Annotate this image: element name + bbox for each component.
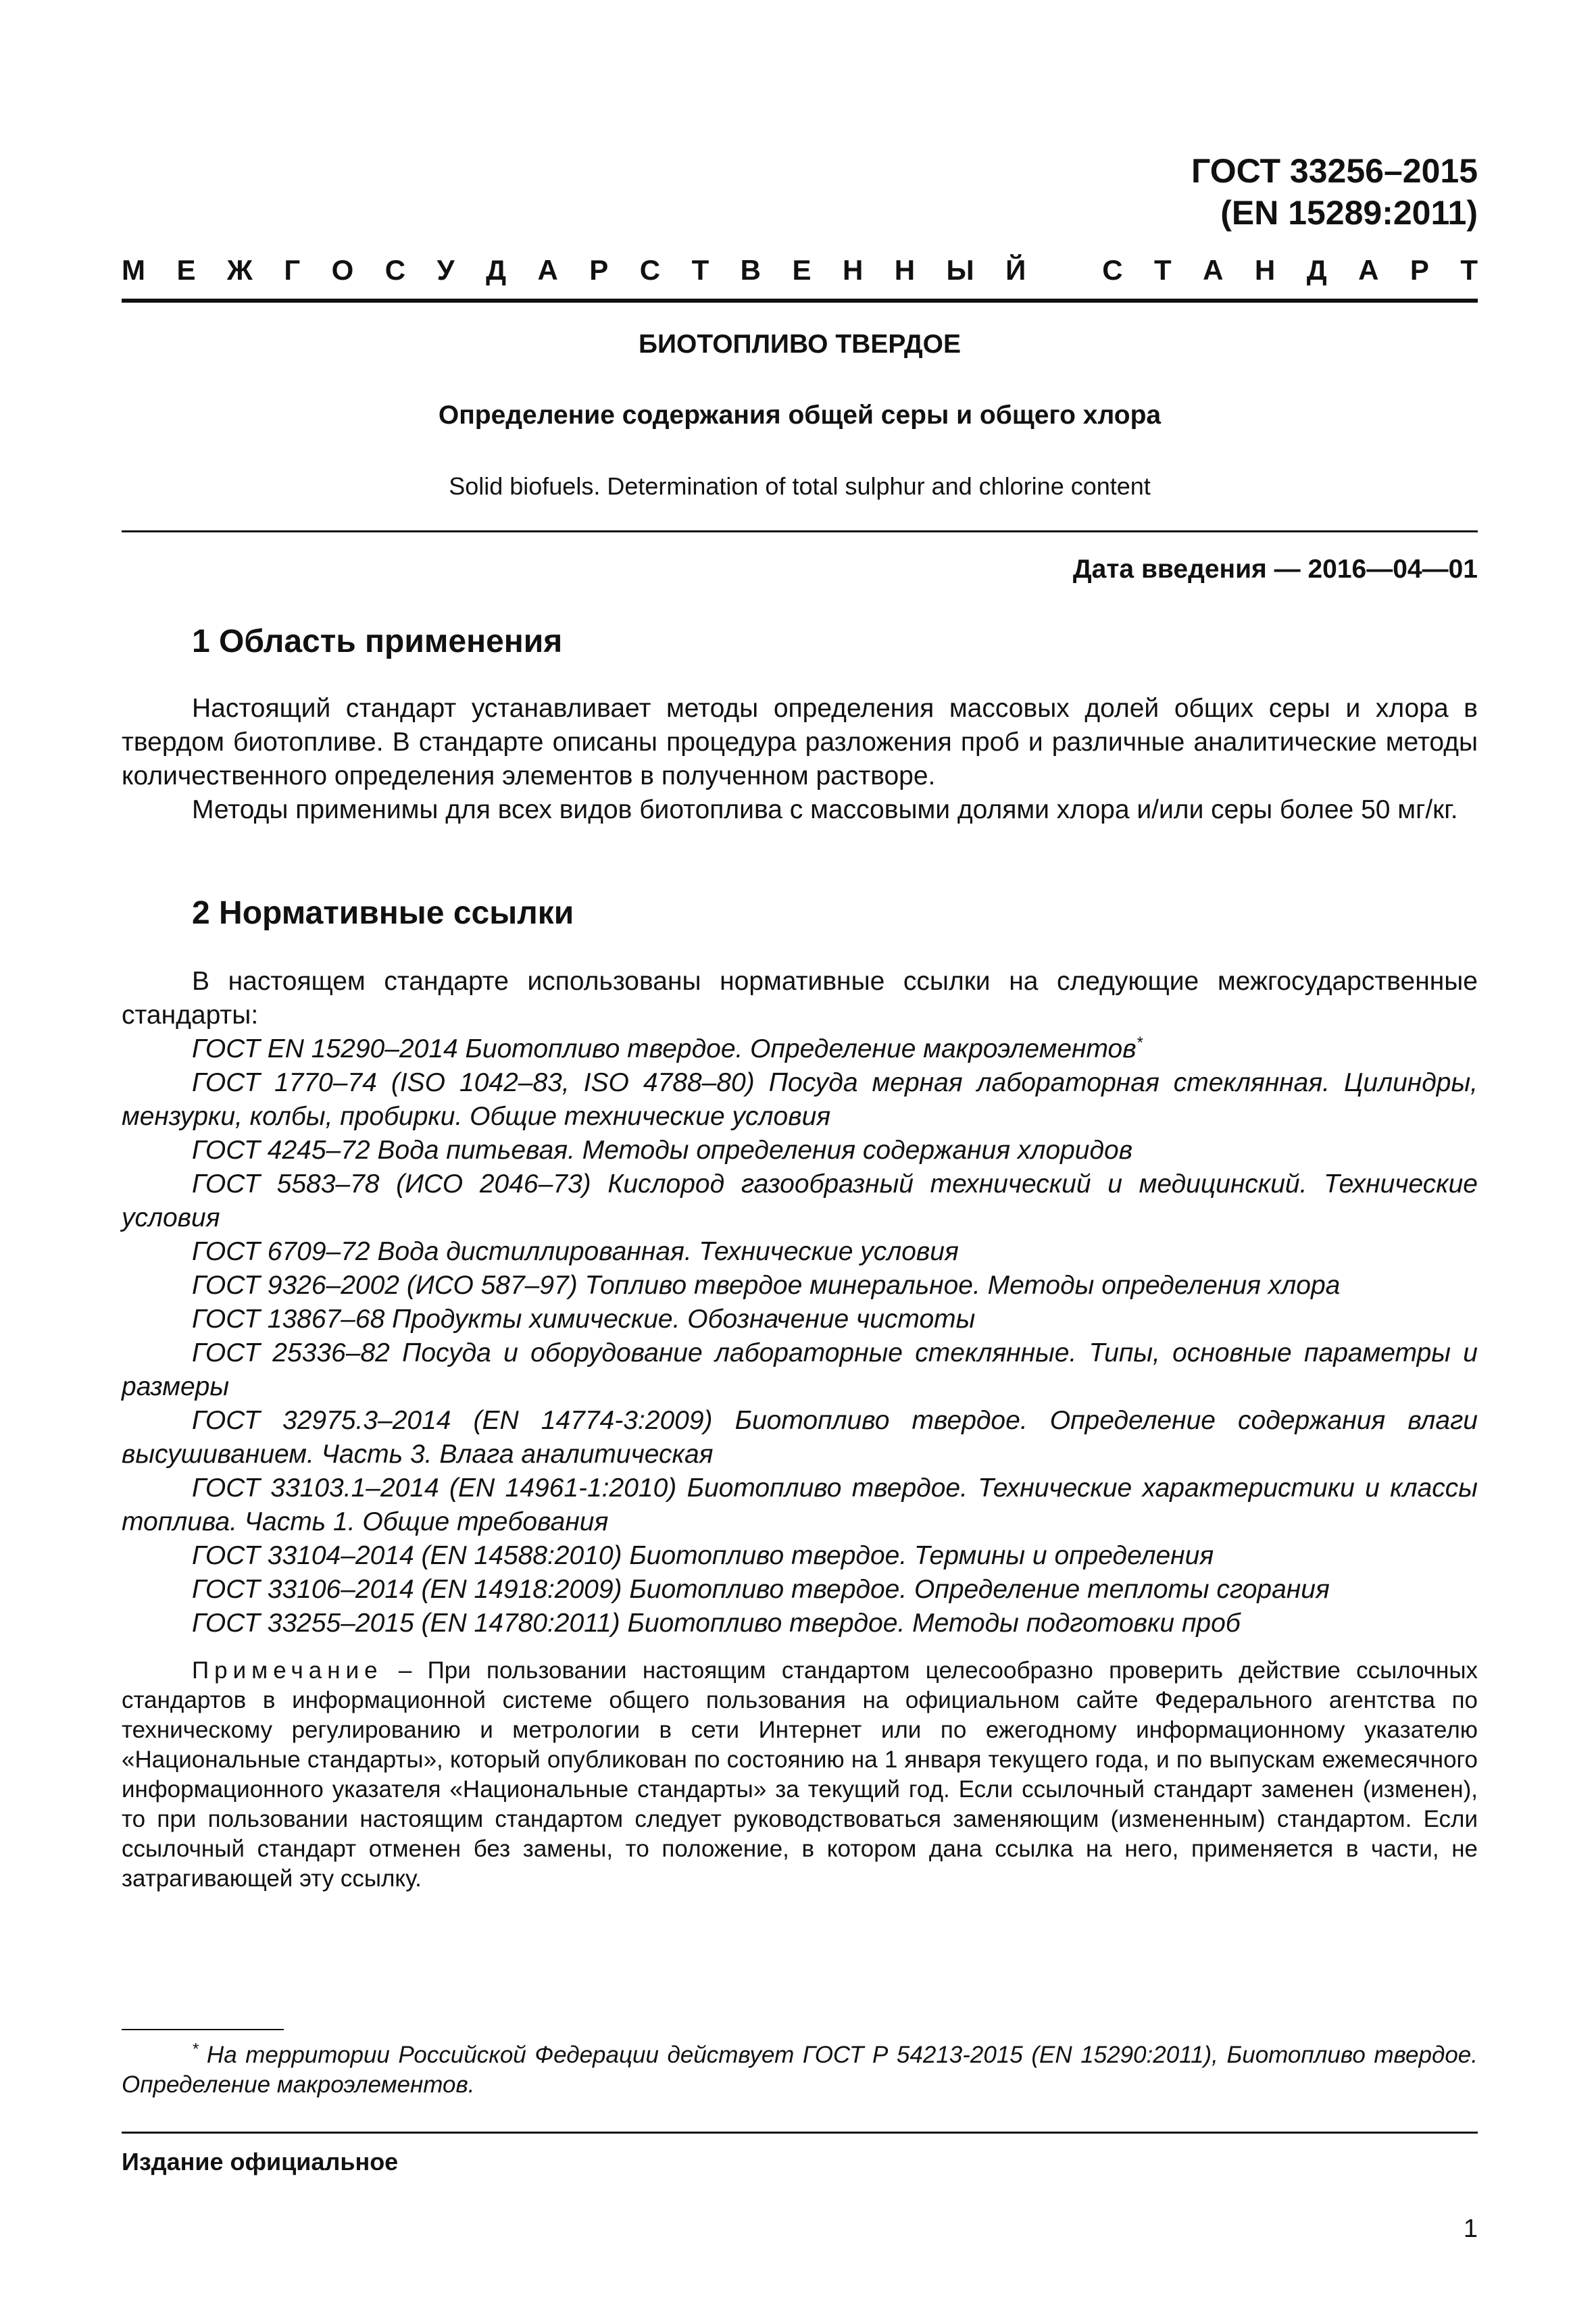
word-gap — [1057, 250, 1071, 291]
reference-text: ГОСТ 33103.1–2014 (EN 14961-1:2010) Биотопливо твердое. Технические характеристики и классы топлива. Часть 1. Общие требования — [122, 1474, 1478, 1536]
paragraph: Настоящий стандарт устанавливает методы определения массовых долей общих серы и хлора в твердом биотопливе. В стандарте описаны процедура разложения проб и различные аналитические методы количественного определения элементов в полученном растворе. — [122, 694, 1478, 790]
reference-item — [122, 1336, 1478, 1404]
heading-letter: Г — [284, 254, 301, 286]
note-text: – При пользовании настоящим стандартом целесообразно проверить действие ссылочных стандартов в информационной системе общего пользования на официальном сайте Федерального агентства по техническому регулированию и метрологии в сети Интернет или по ежегодному информационному указателю «Национальные стандарты», который опубликован по состоянию на 1 января текущего года, и по выпускам ежемесячного информационного указателя «Национальные стандарты» за текущий год. Если ссылочный стандарт заменен (изменен), то при пользовании настоящим стандартом следует руководствоваться заменяющим (измененным) стандартом. Если ссылочный стандарт отменен без замены, то положение, в котором дана ссылка на него, применяется в части, не затрагивающей эту ссылку. — [122, 1657, 1478, 1892]
gost-code — [937, 150, 1478, 234]
footnote-mark: * — [192, 2040, 199, 2059]
reference-item — [122, 1539, 1478, 1573]
paragraph: Методы применимы для всех видов биотоплива с массовыми долями хлора и/или серы более 50 мг/кг. — [192, 795, 1458, 824]
reference-item — [122, 1066, 1478, 1134]
title-rule — [122, 530, 1478, 532]
heading-letter: С — [1102, 254, 1123, 286]
section-1-body — [122, 692, 1478, 827]
heading-letter: С — [384, 254, 406, 286]
section-1-heading: 1 Область применения — [192, 624, 563, 659]
footnote-separator — [122, 2029, 284, 2030]
page-number: 1 — [1463, 2215, 1478, 2243]
reference-item — [122, 1404, 1478, 1472]
reference-item — [122, 1607, 1478, 1640]
reference-list — [122, 1032, 1478, 1640]
footnote — [122, 2040, 1478, 2100]
reference-text: ГОСТ 33104–2014 (EN 14588:2010) Биотопливо твердое. Термины и определения — [192, 1541, 1214, 1570]
edition-rule — [122, 2132, 1478, 2134]
reference-item — [122, 1167, 1478, 1235]
introduction-date: Дата введения — 2016—04—01 — [1072, 555, 1478, 584]
heading-letter: А — [1203, 254, 1224, 286]
heading-letter: Д — [486, 254, 507, 286]
heading-letter: М — [122, 254, 145, 286]
heading-letter: Д — [1306, 254, 1327, 286]
heading-letter: Н — [1254, 254, 1276, 286]
heading-letter: Р — [1410, 254, 1429, 286]
reference-text: ГОСТ 5583–78 (ИСО 2046–73) Кислород газообразный технический и медицинский. Технические условия — [122, 1169, 1478, 1232]
edition-label: Издание официальное — [122, 2148, 399, 2175]
reference-item — [122, 1573, 1478, 1607]
heading-letter: Е — [792, 254, 812, 286]
heading-letter: Е — [176, 254, 196, 286]
reference-item — [122, 1472, 1478, 1539]
header-rule — [122, 299, 1478, 303]
section-2-heading: 2 Нормативные ссылки — [192, 895, 574, 931]
heading-letter: А — [1358, 254, 1379, 286]
heading-letter: Т — [1154, 254, 1172, 286]
reference-text: ГОСТ 1770–74 (ISO 1042–83, ISO 4788–80) Посуда мерная лабораторная стеклянная. Цилиндры, мензурки, колбы, пробирки. Общие технические условия — [122, 1068, 1478, 1131]
heading-letter: Р — [589, 254, 609, 286]
reference-text: ГОСТ 25336–82 Посуда и оборудование лабораторные стеклянные. Типы, основные параметры и размеры — [122, 1338, 1478, 1401]
heading-letter: О — [331, 254, 354, 286]
document-title: БИОТОПЛИВО ТВЕРДОЕ — [638, 330, 962, 359]
reference-text: ГОСТ EN 15290–2014 Биотопливо твердое. Определение макроэлементов — [192, 1034, 1137, 1063]
standard-type-heading — [122, 250, 1478, 291]
reference-text: ГОСТ 33255–2015 (EN 14780:2011) Биотопливо твердое. Методы подготовки проб — [192, 1609, 1241, 1638]
reference-text: ГОСТ 9326–2002 (ИСО 587–97) Топливо твердое минеральное. Методы определения хлора — [192, 1271, 1341, 1300]
note — [122, 1656, 1478, 1894]
heading-letter: В — [740, 254, 762, 286]
reference-item — [122, 1235, 1478, 1269]
heading-letter: У — [437, 254, 455, 286]
heading-letter: Ж — [226, 254, 253, 286]
reference-item — [122, 1269, 1478, 1303]
note-label: Примечание — [192, 1657, 383, 1684]
en-standard-number: (EN 15289:2011) — [1220, 194, 1478, 232]
reference-text: ГОСТ 33106–2014 (EN 14918:2009) Биотопливо твердое. Определение теплоты сгорания — [192, 1575, 1330, 1604]
paragraph: В настоящем стандарте использованы нормативные ссылки на следующие межгосударственные стандарты: — [122, 967, 1478, 1030]
section-2-body — [122, 965, 1478, 1640]
reference-text: ГОСТ 13867–68 Продукты химические. Обозначение чистоты — [192, 1305, 976, 1334]
heading-letter: Н — [894, 254, 916, 286]
heading-letter: Ы — [946, 254, 974, 286]
reference-text: ГОСТ 6709–72 Вода дистиллированная. Технические условия — [192, 1237, 959, 1266]
reference-text: ГОСТ 32975.3–2014 (EN 14774-3:2009) Биотопливо твердое. Определение содержания влаги высушиванием. Часть 3. Влага аналитическая — [122, 1406, 1478, 1469]
english-title: Solid biofuels. Determination of total sulphur and chlorine content — [449, 472, 1151, 500]
reference-text: ГОСТ 4245–72 Вода питьевая. Методы определения содержания хлоридов — [192, 1136, 1133, 1165]
heading-letter: А — [537, 254, 558, 286]
document-subtitle: Определение содержания общей серы и общего хлора — [438, 401, 1162, 430]
heading-letter: С — [639, 254, 661, 286]
heading-letter: Й — [1005, 254, 1026, 286]
reference-item — [122, 1134, 1478, 1167]
reference-item — [122, 1032, 1478, 1066]
heading-letter: Н — [842, 254, 864, 286]
footnote-reference-mark: * — [1136, 1034, 1143, 1052]
reference-item — [122, 1303, 1478, 1336]
heading-letter: Т — [1460, 254, 1478, 286]
gost-number: ГОСТ 33256–2015 — [1191, 152, 1478, 190]
footnote-text: На территории Российской Федерации действует ГОСТ Р 54213-2015 (EN 15290:2011), Биотопливо твердое. Определение макроэлементов. — [122, 2042, 1478, 2098]
heading-letter: Т — [691, 254, 709, 286]
